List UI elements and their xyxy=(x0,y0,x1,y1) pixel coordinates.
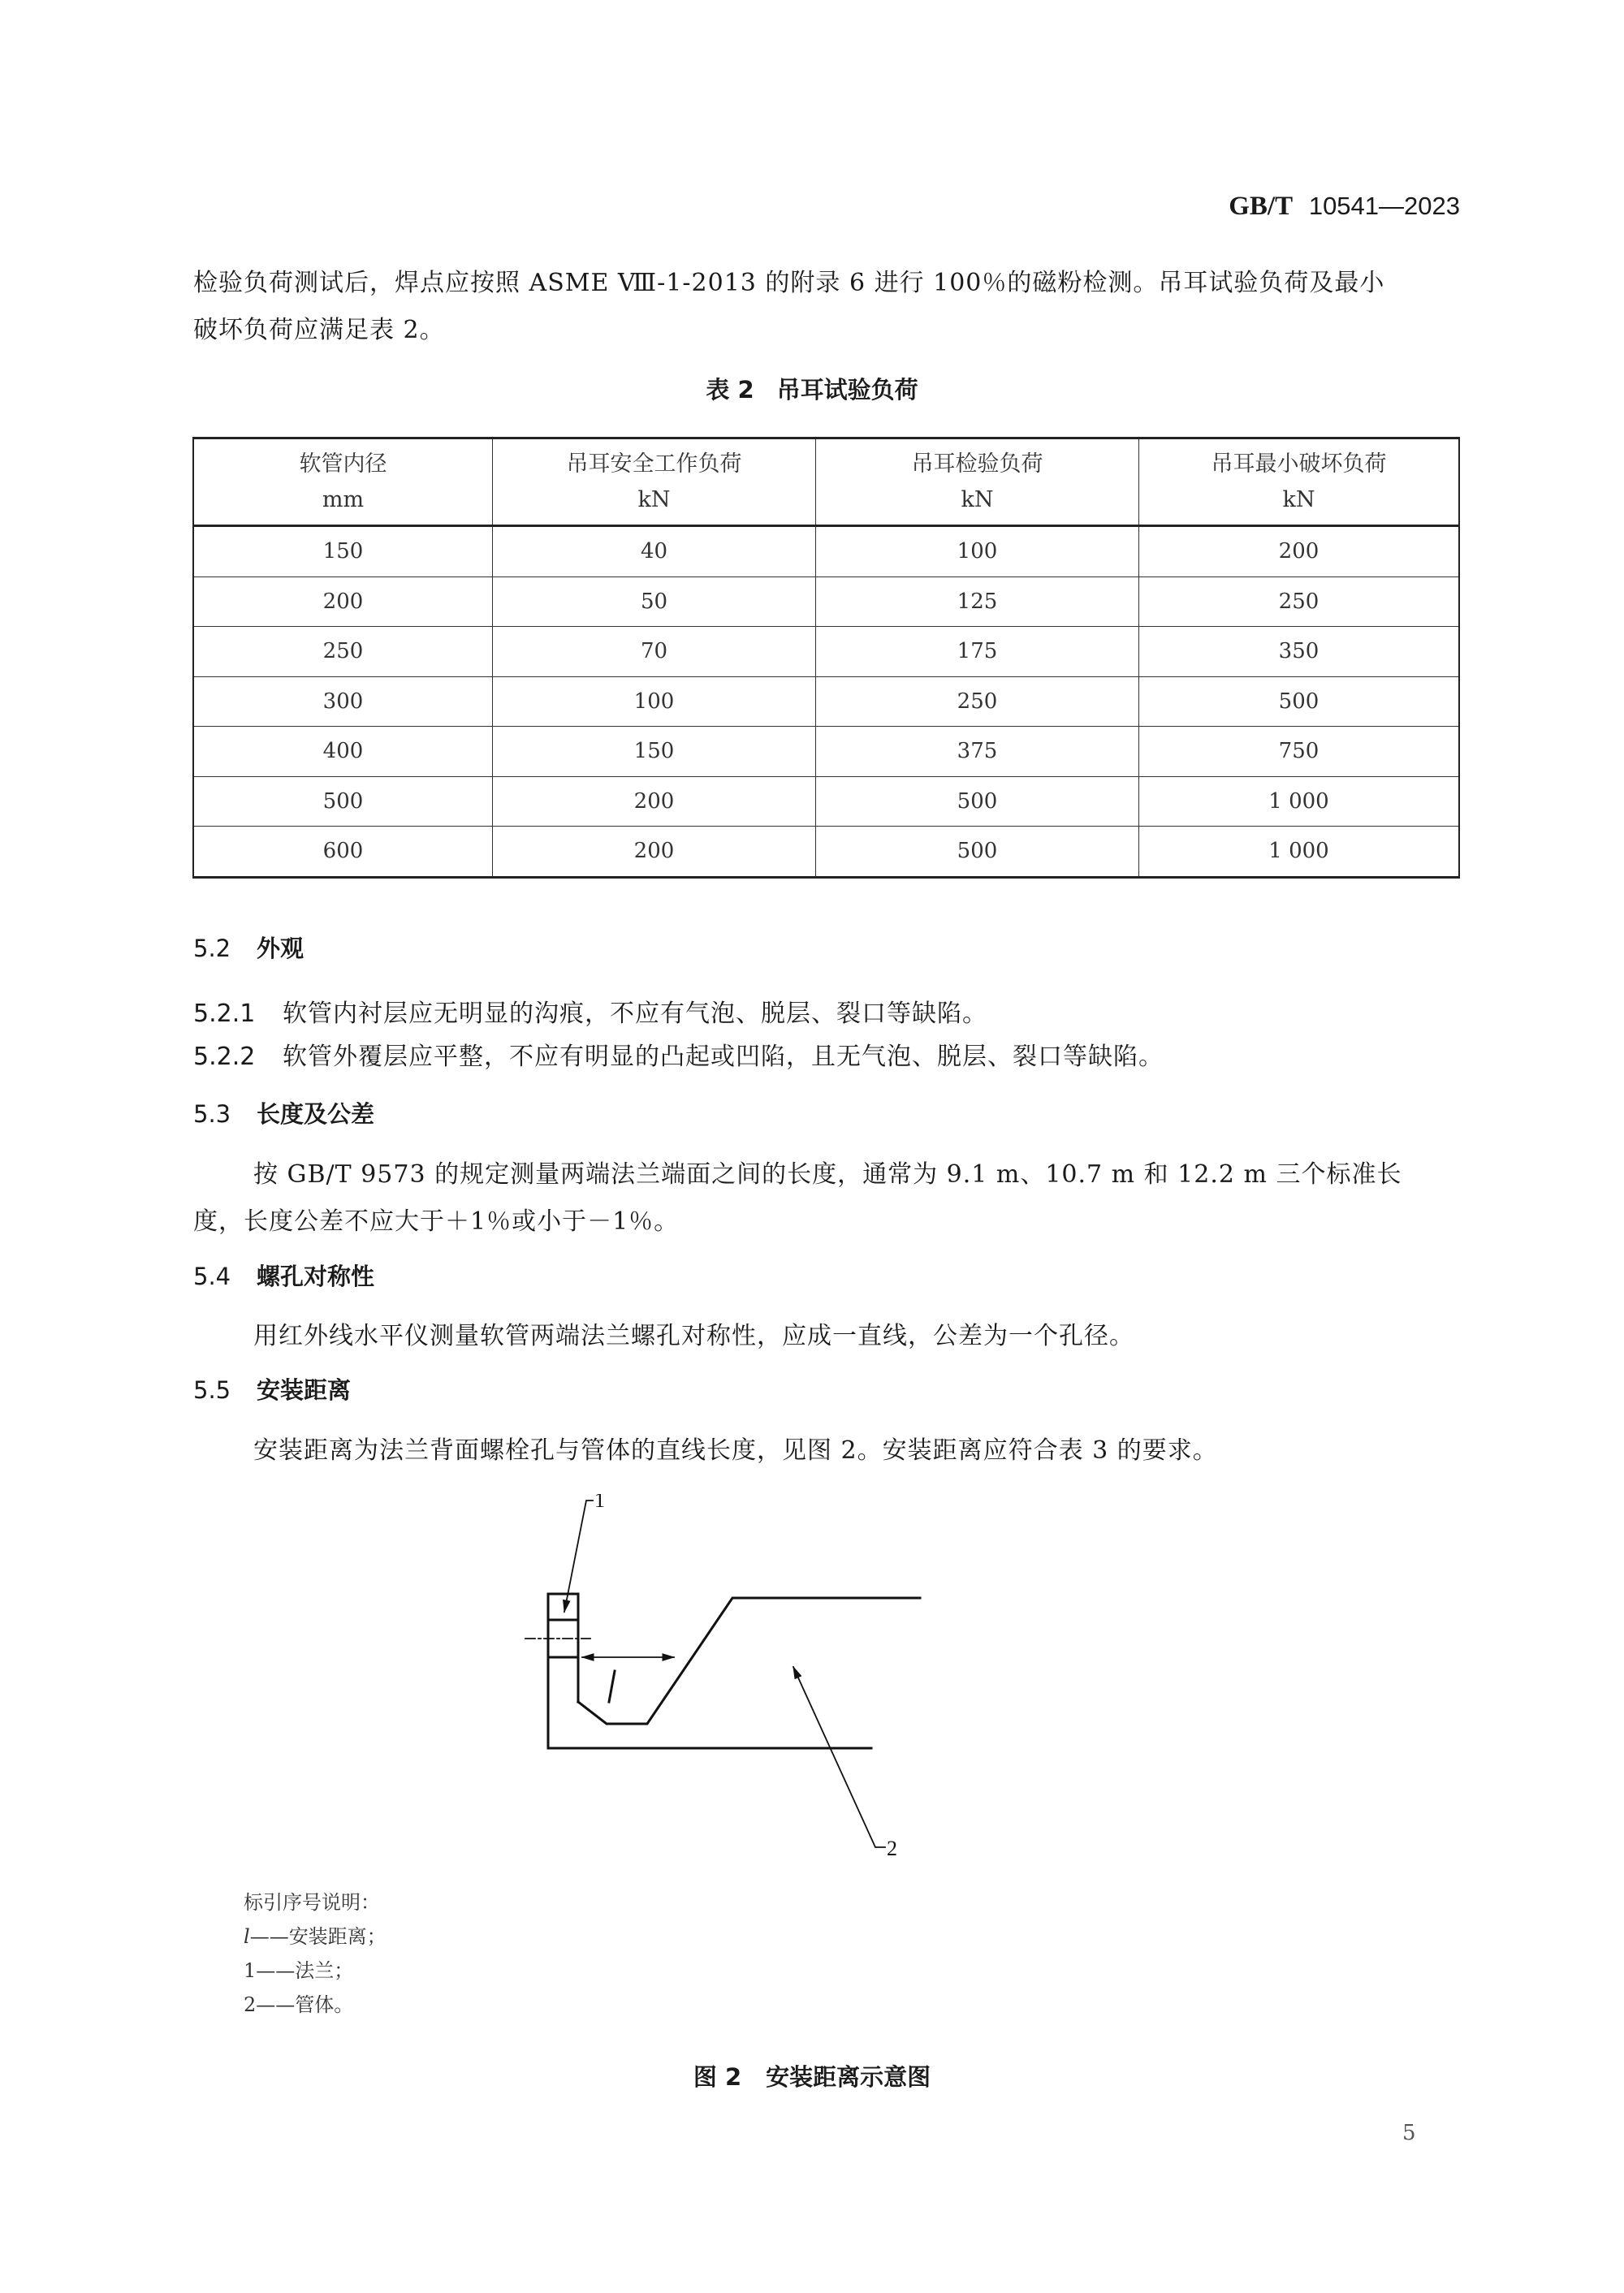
section-number: 5.2 xyxy=(193,935,231,962)
section-5-4-paragraph: 用红外线水平仪测量软管两端法兰螺孔对称性，应成一直线，公差为一个孔径。 xyxy=(253,1322,1134,1350)
figure-caption xyxy=(0,2059,1624,2092)
section-title: 安装距离 xyxy=(257,1376,352,1404)
cell: 300 xyxy=(193,676,493,727)
table-row xyxy=(193,576,1459,627)
flange-shape xyxy=(548,1594,578,1620)
section-title: 长度及公差 xyxy=(257,1100,375,1128)
section-5-5-paragraph: 安装距离为法兰背面螺栓孔与管体的直线长度，见图 2。安装距离应符合表 3 的要求。 xyxy=(253,1436,1218,1465)
load-table xyxy=(192,437,1460,879)
cell: 175 xyxy=(816,627,1139,677)
legend-item: 2——管体。 xyxy=(244,1993,354,2016)
table-row xyxy=(193,526,1459,577)
figure-number: 图 2 xyxy=(693,2063,742,2091)
section-number: 5.5 xyxy=(193,1376,231,1404)
cell: 70 xyxy=(493,627,816,677)
cell: 200 xyxy=(493,827,816,878)
intro-line-2: 破坏负荷应满足表 2。 xyxy=(193,316,445,344)
section-number: 5.3 xyxy=(193,1100,231,1128)
section-5-2-heading xyxy=(193,931,304,964)
cell: 250 xyxy=(1139,576,1460,627)
cell: 100 xyxy=(816,526,1139,577)
cell: 250 xyxy=(816,676,1139,727)
paragraph-line-2: 度，长度公差不应大于＋1％或小于－1％。 xyxy=(193,1207,680,1236)
clause-text: 软管外覆层应平整，不应有明显的凸起或凹陷，且无气泡、脱层、裂口等缺陷。 xyxy=(283,1043,1164,1071)
page-number: 5 xyxy=(1402,2121,1416,2145)
cell: 500 xyxy=(1139,676,1460,727)
clause-number: 5.2.2 xyxy=(193,1043,256,1071)
leader-line-2 xyxy=(793,1667,885,1847)
dimension-l-mark xyxy=(609,1671,615,1702)
cell: 50 xyxy=(493,576,816,627)
legend-item: 1——法兰； xyxy=(244,1959,354,1982)
table-caption xyxy=(0,372,1624,405)
intro-paragraph xyxy=(193,260,1460,354)
cell: 750 xyxy=(1139,727,1460,777)
table-number: 表 2 xyxy=(706,376,754,404)
legend-item: l——安装距离； xyxy=(244,1925,387,1948)
clause-5-2-1 xyxy=(193,993,987,1029)
cell: 500 xyxy=(193,776,493,827)
standard-code xyxy=(1229,192,1460,222)
cell: 375 xyxy=(816,727,1139,777)
section-title: 螺孔对称性 xyxy=(257,1263,375,1290)
hose-upper-contour xyxy=(578,1598,920,1724)
cell: 500 xyxy=(816,776,1139,827)
legend-title: 标引序号说明： xyxy=(244,1891,380,1914)
clause-number: 5.2.1 xyxy=(193,1000,256,1028)
cell: 150 xyxy=(493,727,816,777)
section-5-4-heading xyxy=(193,1259,374,1292)
table-row xyxy=(193,627,1459,677)
table-header-row xyxy=(193,438,1459,526)
figure-title: 安装距离示意图 xyxy=(766,2063,931,2091)
installation-distance-diagram xyxy=(503,1494,1153,1868)
cell: 1 000 xyxy=(1139,827,1460,878)
clause-5-2-2 xyxy=(193,1036,1164,1072)
header-safe-working-load: 吊耳安全工作负荷 kN xyxy=(493,438,816,526)
paragraph-line-1: 按 GB/T 9573 的规定测量两端法兰端面之间的长度，通常为 9.1 m、10.7 m 和 12.2 m 三个标准长 xyxy=(253,1160,1402,1189)
clause-text: 软管内衬层应无明显的沟痕，不应有气泡、脱层、裂口等缺陷。 xyxy=(283,1000,987,1028)
header-proof-load: 吊耳检验负荷 kN xyxy=(816,438,1139,526)
standard-prefix: GB/T xyxy=(1229,192,1294,221)
table-row xyxy=(193,727,1459,777)
section-5-5-heading xyxy=(193,1372,351,1406)
section-5-3-heading xyxy=(193,1096,374,1129)
cell: 350 xyxy=(1139,627,1460,677)
callout-1: 1 xyxy=(594,1494,605,1512)
header-min-breaking-load: 吊耳最小破坏负荷 kN xyxy=(1139,438,1460,526)
standard-number: 10541—2023 xyxy=(1308,192,1460,220)
cell: 250 xyxy=(193,627,493,677)
section-number: 5.4 xyxy=(193,1263,231,1290)
table-title: 吊耳试验负荷 xyxy=(776,376,918,404)
cell: 1 000 xyxy=(1139,776,1460,827)
section-5-3-paragraph xyxy=(193,1151,1460,1246)
table-row xyxy=(193,776,1459,827)
cell: 400 xyxy=(193,727,493,777)
cell: 600 xyxy=(193,827,493,878)
cell: 200 xyxy=(193,576,493,627)
cell: 150 xyxy=(193,526,493,577)
cell: 500 xyxy=(816,827,1139,878)
table-row xyxy=(193,827,1459,878)
cell: 125 xyxy=(816,576,1139,627)
intro-line-1: 检验负荷测试后，焊点应按照 ASME Ⅷ-1-2013 的附录 6 进行 100％的磁粉检测。吊耳试验负荷及最小 xyxy=(193,269,1385,297)
section-title: 外观 xyxy=(257,935,304,962)
cell: 40 xyxy=(493,526,816,577)
cell: 200 xyxy=(493,776,816,827)
header-hose-diameter: 软管内径 mm xyxy=(193,438,493,526)
table-row xyxy=(193,676,1459,727)
cell: 100 xyxy=(493,676,816,727)
callout-2: 2 xyxy=(887,1837,897,1860)
figure-legend xyxy=(244,1885,387,2022)
cell: 200 xyxy=(1139,526,1460,577)
